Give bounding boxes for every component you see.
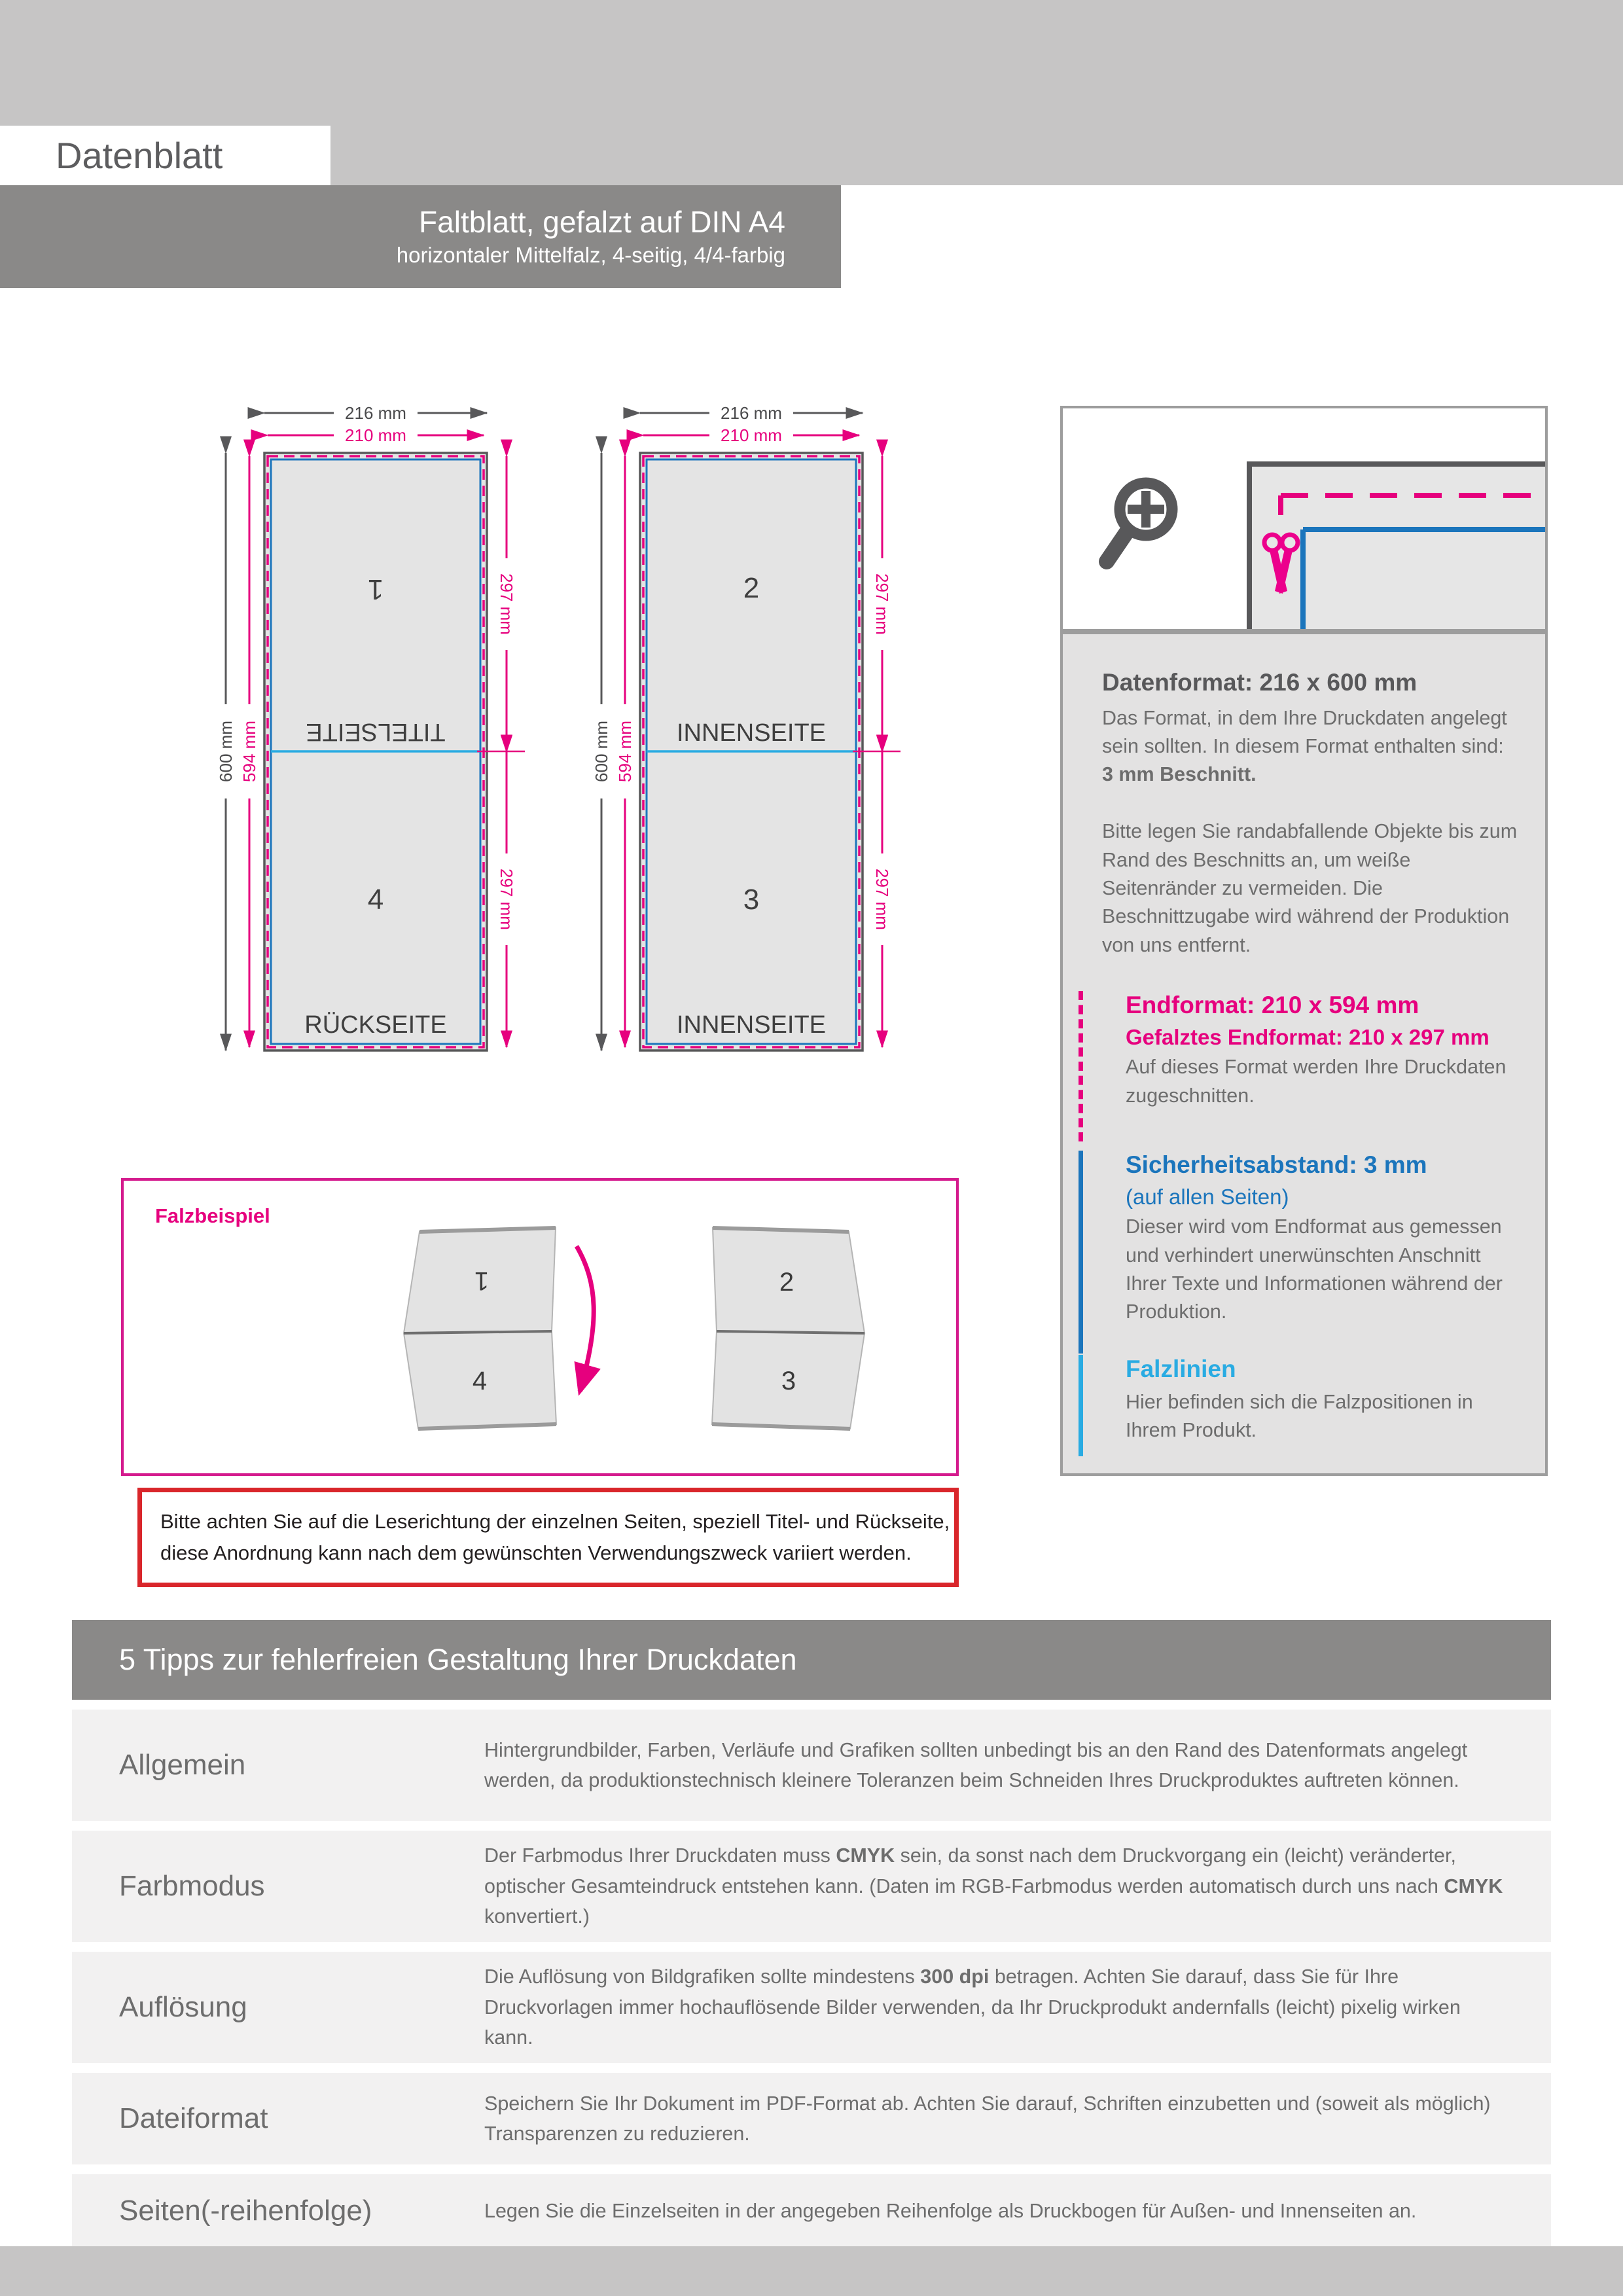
tip-body: Der Farbmodus Ihrer Druckdaten muss CMYK sein, da sonst nach dem Druckvorgang ein (leicht) veränderter, optischer Gesamteindruck entstehen kann. (Daten im RGB-Farbmodus werden automatisch durch uns nach CMYK konvertiert.) bbox=[484, 1844, 1503, 1928]
datenformat-title: Datenformat: 216 x 600 mm bbox=[1102, 669, 1418, 696]
format-corner-detail bbox=[1243, 457, 1545, 629]
fold-page-2: 2 bbox=[779, 1268, 794, 1297]
page-title-box bbox=[0, 126, 330, 185]
tip-row-seitenreihenfolge bbox=[72, 2174, 1551, 2248]
falzlinien-body: Hier befinden sich die Falzpositionen in Ihrem Produkt. bbox=[1126, 1391, 1473, 1442]
page-number-4: 4 bbox=[367, 884, 384, 916]
fold-example-diagram bbox=[124, 1181, 956, 1473]
note-line-2: diese Anordnung kann nach dem gewünschten Verwendungszweck variiert werden. bbox=[160, 1541, 912, 1564]
endformat-section bbox=[1102, 988, 1519, 1110]
reading-direction-note bbox=[137, 1488, 959, 1587]
dim-297-bottom: 297 mm bbox=[872, 869, 892, 930]
endformat-body: Auf dieses Format werden Ihre Druckdaten zugeschnitten. bbox=[1126, 1056, 1507, 1107]
page-number-3: 3 bbox=[743, 884, 760, 916]
tip-body: Legen Sie die Einzelseiten in der angegeben Reihenfolge als Druckbogen für Außen- und Innenseiten an. bbox=[484, 2199, 1417, 2222]
falzlinien-section bbox=[1102, 1352, 1519, 1444]
sheet-diagram-outer bbox=[183, 398, 537, 1092]
sicherheitsabstand-subtitle: (auf allen Seiten) bbox=[1126, 1185, 1289, 1210]
folded-sheet-outer bbox=[404, 1228, 556, 1429]
footer-band bbox=[0, 2246, 1623, 2296]
dim-210: 210 mm bbox=[721, 425, 782, 445]
falzlinien-title: Falzlinien bbox=[1126, 1355, 1236, 1383]
innenseite-label-top: INNENSEITE bbox=[676, 719, 827, 747]
dim-600: 600 mm bbox=[592, 721, 611, 782]
tip-row-aufloesung bbox=[72, 1952, 1551, 2063]
tip-label: Farbmodus bbox=[119, 1870, 265, 1902]
sicherheitsabstand-section bbox=[1102, 1148, 1519, 1327]
endformat-title: Endformat: 210 x 594 mm bbox=[1126, 991, 1419, 1018]
rueckseite-label: RÜCKSEITE bbox=[304, 1011, 447, 1039]
falzlinien-solid-indicator bbox=[1079, 1355, 1083, 1456]
tip-row-dateiformat bbox=[72, 2073, 1551, 2164]
sicherheitsabstand-body: Dieser wird vom Endformat aus gemessen und verhindert unerwünschten Anschnitt Ihrer Texte und Informationen während der Produktion. bbox=[1126, 1215, 1503, 1323]
dim-297-top: 297 mm bbox=[872, 573, 892, 635]
tip-row-farbmodus bbox=[72, 1831, 1551, 1942]
folded-sheet-inner bbox=[712, 1228, 865, 1429]
note-line-1: Bitte achten Sie auf die Leserichtung der einzelnen Seiten, speziell Titel- und Rückseite, bbox=[160, 1509, 950, 1533]
product-subtitle: horizontaler Mittelfalz, 4-seitig, 4/4-farbig bbox=[396, 242, 785, 267]
tip-label: Allgemein bbox=[119, 1749, 246, 1781]
endformat-dashed-indicator bbox=[1079, 991, 1083, 1141]
tip-label: Dateiformat bbox=[119, 2102, 268, 2134]
falzbeispiel-box bbox=[121, 1178, 959, 1476]
product-title: Faltblatt, gefalzt auf DIN A4 bbox=[419, 205, 785, 240]
tip-body: Die Auflösung von Bildgrafiken sollte mindestens 300 dpi betragen. Achten Sie darauf, dass Sie für Ihre Druckvorlagen immer hochauflösende Bilder verwenden, da Ihr Druckprodukt andernfalls (leicht) pixelig wirken kann. bbox=[484, 1965, 1461, 2049]
bleed-preview-box bbox=[1060, 406, 1548, 632]
format-info-panel bbox=[1060, 632, 1548, 1476]
tip-body: Speichern Sie Ihr Dokument im PDF-Format ab. Achten Sie darauf, Schriften einzubetten und (soweit als möglich) Transparenzen zu reduzieren. bbox=[484, 2092, 1491, 2145]
tip-row-allgemein bbox=[72, 1710, 1551, 1821]
page-title: Datenblatt bbox=[56, 135, 223, 176]
tips-title: 5 Tipps zur fehlerfreien Gestaltung Ihrer Druckdaten bbox=[119, 1643, 797, 1676]
sheet-diagram-inner bbox=[559, 398, 912, 1092]
dim-594: 594 mm bbox=[615, 721, 635, 782]
endformat-subtitle: Gefalztes Endformat: 210 x 297 mm bbox=[1126, 1025, 1489, 1050]
tip-label: Auflösung bbox=[119, 1991, 247, 2023]
falzbeispiel-label: Falzbeispiel bbox=[155, 1204, 270, 1227]
innenseite-label-bottom: INNENSEITE bbox=[676, 1011, 827, 1039]
fold-direction-arrow bbox=[577, 1246, 594, 1391]
dim-297-top: 297 mm bbox=[497, 573, 516, 635]
dim-594: 594 mm bbox=[240, 721, 259, 782]
tips-header-band bbox=[72, 1620, 1551, 1700]
magnifier-zoom-icon bbox=[1092, 467, 1197, 585]
sicherheitsabstand-title: Sicherheitsabstand: 3 mm bbox=[1126, 1151, 1427, 1178]
dim-210: 210 mm bbox=[345, 425, 406, 445]
titelseite-label: TITELSEITE bbox=[306, 718, 446, 745]
page-number-1: 1 bbox=[367, 573, 384, 605]
safety-solid-indicator bbox=[1079, 1151, 1083, 1354]
tip-label: Seiten(-reihenfolge) bbox=[119, 2195, 372, 2227]
dim-297-bottom: 297 mm bbox=[497, 869, 516, 930]
dim-216: 216 mm bbox=[345, 403, 406, 423]
dim-216: 216 mm bbox=[721, 403, 782, 423]
fold-page-3: 3 bbox=[781, 1367, 796, 1395]
dim-600: 600 mm bbox=[216, 721, 236, 782]
datenformat-body2: Bitte legen Sie randabfallende Objekte bis zum Rand des Beschnitts an, um weiße Seitenränder zu vermeiden. Die Beschnittzugabe wird während der Produktion von uns entfernt. bbox=[1102, 820, 1518, 956]
page-number-2: 2 bbox=[743, 572, 760, 604]
fold-page-4: 4 bbox=[472, 1367, 488, 1395]
datenformat-body: Das Format, in dem Ihre Druckdaten angelegt sein sollten. In diesem Format enthalten sind: 3 mm Beschnitt. bbox=[1102, 706, 1507, 786]
fold-page-1: 1 bbox=[474, 1266, 490, 1295]
tip-body: Hintergrundbilder, Farben, Verläufe und Grafiken sollten unbedingt bis an den Rand des Datenformats angelegt werden, da produktionstechnisch kleinere Toleranzen beim Schneiden Ihres Druckproduktes auftreten können. bbox=[484, 1738, 1468, 1791]
product-header-band bbox=[0, 185, 841, 288]
